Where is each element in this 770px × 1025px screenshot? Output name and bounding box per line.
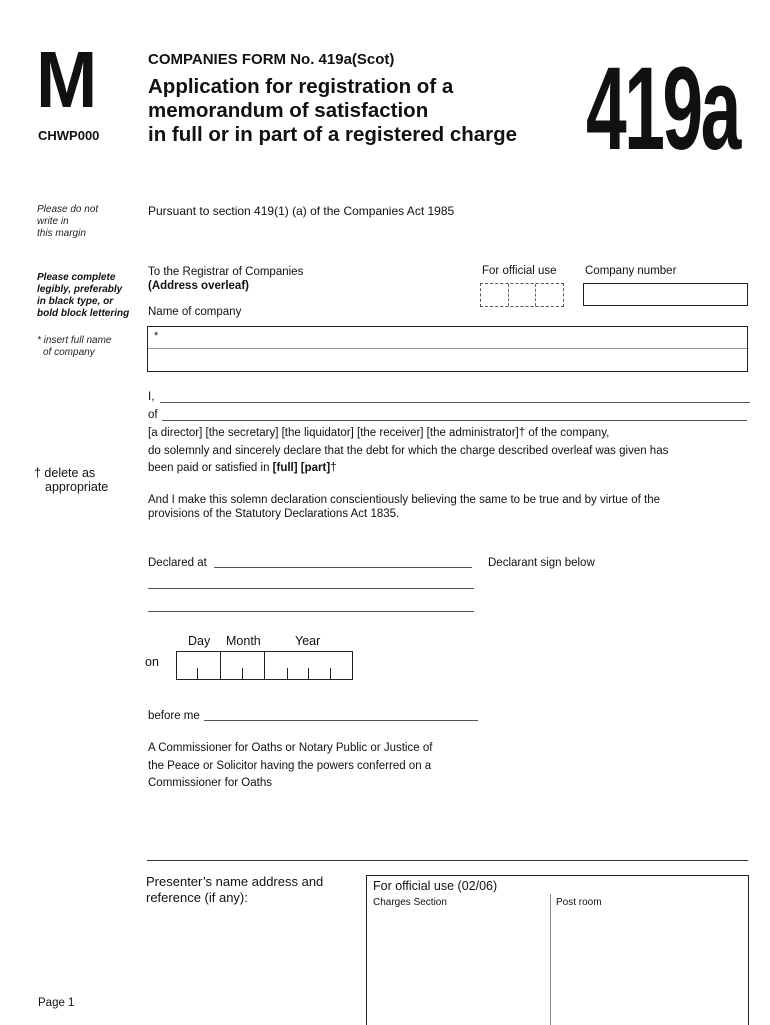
commissioner-line: Commissioner for Oaths [148, 777, 272, 789]
presenter-label [146, 874, 323, 905]
declared-at-line-3[interactable] [148, 611, 474, 612]
company-name-divider [148, 348, 747, 349]
roles-text: [a director] [the secretary] [the liquidator] [the receiver] [the administrator]† of the company, [148, 427, 610, 439]
margin-note-delete [34, 466, 108, 494]
official-use-title: For official use (02/06) [373, 879, 498, 893]
company-name-marker: * [154, 330, 159, 342]
date-tick [197, 668, 198, 679]
margin-note-line: appropriate [45, 480, 109, 494]
date-tick [287, 668, 288, 679]
margin-note-line: legibly, preferably [37, 284, 123, 295]
date-field[interactable] [176, 651, 353, 680]
commissioner-line: the Peace or Solicitor having the powers conferred on a [148, 759, 432, 772]
month-label: Month [226, 634, 261, 648]
address-overleaf: (Address overleaf) [148, 280, 249, 292]
margin-note-line: this margin [37, 228, 86, 239]
title-line-2: memorandum of satisfaction [148, 99, 429, 122]
to-registrar: To the Registrar of Companies [148, 266, 304, 278]
margin-note-line: of company [43, 347, 95, 358]
official-use-divider [535, 284, 536, 306]
paid-options: [full] [part] [272, 462, 331, 474]
company-name-input[interactable] [147, 326, 748, 372]
day-label: Day [188, 634, 211, 648]
date-divider [220, 652, 221, 679]
margin-note-complete-legibly [37, 272, 129, 320]
official-use-box [366, 875, 749, 1025]
of-label: of [148, 409, 158, 421]
form-title [148, 75, 517, 147]
name-of-company-label: Name of company [148, 306, 242, 318]
margin-note-insert-name [37, 335, 111, 359]
footer-divider [147, 860, 748, 861]
on-label: on [145, 655, 159, 669]
official-use-label: For official use [482, 265, 557, 277]
form-letter: M [36, 35, 96, 124]
official-use-divider [508, 284, 509, 306]
title-line-3: in full or in part of a registered charge [148, 123, 518, 146]
page-number: Page 1 [38, 997, 75, 1009]
solemn-line-1: And I make this solemn declaration conscientiously believing the same to be true and by virtue of the [148, 494, 661, 506]
form-big-number: 419a [586, 43, 739, 175]
margin-note-line: in black type, or [37, 296, 114, 307]
official-use-split [550, 894, 551, 1025]
commissioner-text [148, 740, 432, 793]
solemn-line-2: provisions of the Statutory Declarations Act 1835. [148, 508, 400, 520]
margin-note-line: write in [37, 216, 69, 227]
post-room-label: Post room [556, 897, 602, 908]
pursuant-text: Pursuant to section 419(1) (a) of the Companies Act 1985 [148, 204, 455, 218]
paid-text [148, 461, 337, 475]
paid-suffix: † [330, 462, 337, 474]
paid-prefix: been paid or satisfied in [148, 462, 273, 474]
margin-note-line: † delete as [34, 466, 96, 480]
company-number-label: Company number [585, 265, 677, 277]
declared-at-line[interactable] [214, 567, 472, 568]
commissioner-line: A Commissioner for Oaths or Notary Public or Justice of [148, 742, 433, 754]
margin-note-line: bold block lettering [37, 308, 130, 319]
before-me-label: before me [148, 710, 200, 722]
margin-note-line: * insert full name [37, 335, 112, 346]
year-label: Year [295, 634, 321, 648]
before-me-line[interactable] [204, 720, 478, 721]
declared-at-label: Declared at [148, 557, 207, 569]
declared-at-line-2[interactable] [148, 588, 474, 589]
date-tick [308, 668, 309, 679]
declare-text: do solemnly and sincerely declare that the debt for which the charge described overleaf was given has [148, 445, 669, 457]
declarant-name-line[interactable] [160, 402, 750, 403]
presenter-line: Presenter’s name address and [146, 874, 324, 889]
margin-note-line: Please do not [37, 204, 99, 215]
official-use-field[interactable] [480, 283, 564, 307]
form-number-label: COMPANIES FORM No. 419a(Scot) [148, 51, 395, 68]
title-line-1: Application for registration of a [148, 75, 454, 98]
margin-note-line: Please complete [37, 272, 116, 283]
declarant-sign-label: Declarant sign below [488, 557, 595, 569]
margin-note-do-not-write [37, 204, 98, 240]
date-tick [330, 668, 331, 679]
presenter-line: reference (if any): [146, 889, 248, 905]
i-label: I, [148, 391, 155, 403]
date-divider [264, 652, 265, 679]
form-code: CHWP000 [38, 128, 100, 143]
declarant-address-line[interactable] [162, 420, 747, 421]
date-tick [242, 668, 243, 679]
charges-section-label: Charges Section [373, 897, 447, 908]
company-number-input[interactable] [583, 283, 748, 306]
